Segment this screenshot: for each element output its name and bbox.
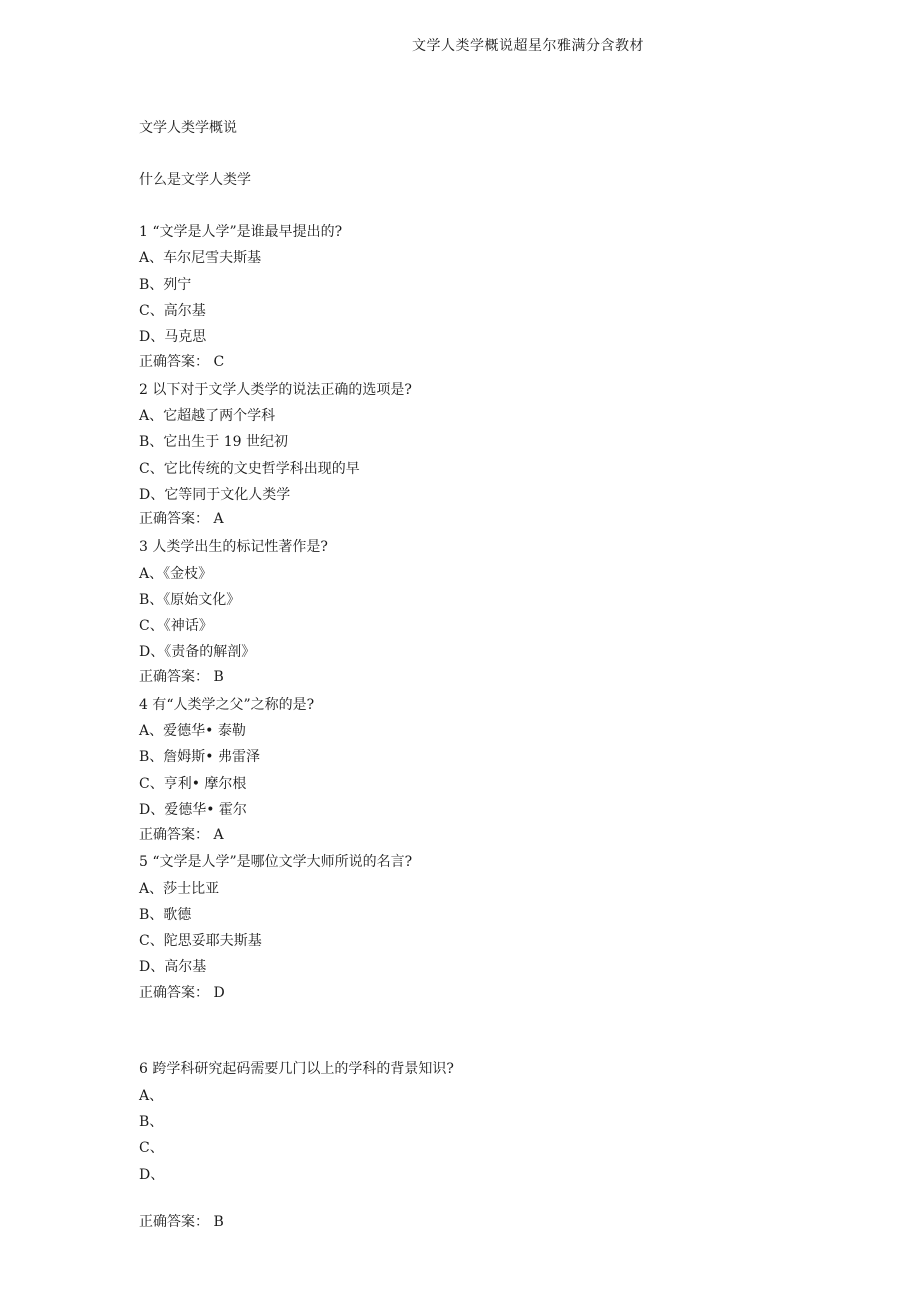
- option-b: B、它出生于 19 世纪初: [139, 434, 289, 450]
- document-title: 文学人类学概说: [139, 120, 237, 136]
- option-c: C、亨利• 摩尔根: [139, 776, 247, 792]
- option-a: A、: [139, 1088, 164, 1104]
- option-c: C、: [139, 1140, 164, 1156]
- section-heading: 什么是文学人类学: [139, 172, 251, 188]
- option-d: D、: [139, 1167, 165, 1183]
- question-text: 4 有“人类学之父”之称的是?: [139, 697, 315, 713]
- option-a: A、车尔尼雪夫斯基: [139, 250, 262, 266]
- option-a: A、《金枝》: [139, 566, 213, 582]
- option-d: D、它等同于文化人类学: [139, 487, 291, 503]
- correct-answer: 正确答案： A: [139, 511, 224, 527]
- option-d: D、高尔基: [139, 959, 207, 975]
- option-b: B、《原始文化》: [139, 592, 241, 608]
- option-c: C、《神话》: [139, 618, 213, 634]
- question-text: 3 人类学出生的标记性著作是?: [139, 539, 328, 555]
- option-c: C、陀思妥耶夫斯基: [139, 933, 262, 949]
- option-b: B、: [139, 1114, 164, 1130]
- option-a: A、爱德华• 泰勒: [139, 723, 246, 739]
- option-c: C、它比传统的文史哲学科出现的早: [139, 461, 360, 477]
- page-header-title: 文学人类学概说超星尔雅满分含教材: [412, 38, 644, 54]
- option-a: A、它超越了两个学科: [139, 408, 276, 424]
- correct-answer: 正确答案： C: [139, 354, 225, 370]
- question-text: 5 “文学是人学”是哪位文学大师所说的名言?: [139, 854, 413, 870]
- correct-answer: 正确答案： A: [139, 827, 224, 843]
- correct-answer: 正确答案： B: [139, 1214, 224, 1230]
- option-d: D、《责备的解剖》: [139, 644, 256, 660]
- question-text: 6 跨学科研究起码需要几门以上的学科的背景知识?: [139, 1061, 454, 1077]
- question-text: 2 以下对于文学人类学的说法正确的选项是?: [139, 382, 412, 398]
- option-b: B、詹姆斯• 弗雷泽: [139, 749, 260, 765]
- option-a: A、莎士比亚: [139, 881, 220, 897]
- option-d: D、爱德华• 霍尔: [139, 802, 247, 818]
- option-d: D、马克思: [139, 329, 207, 345]
- option-c: C、高尔基: [139, 303, 206, 319]
- correct-answer: 正确答案： D: [139, 985, 225, 1001]
- correct-answer: 正确答案： B: [139, 669, 224, 685]
- option-b: B、列宁: [139, 277, 192, 293]
- option-b: B、歌德: [139, 907, 192, 923]
- question-text: 1 “文学是人学”是谁最早提出的?: [139, 224, 343, 240]
